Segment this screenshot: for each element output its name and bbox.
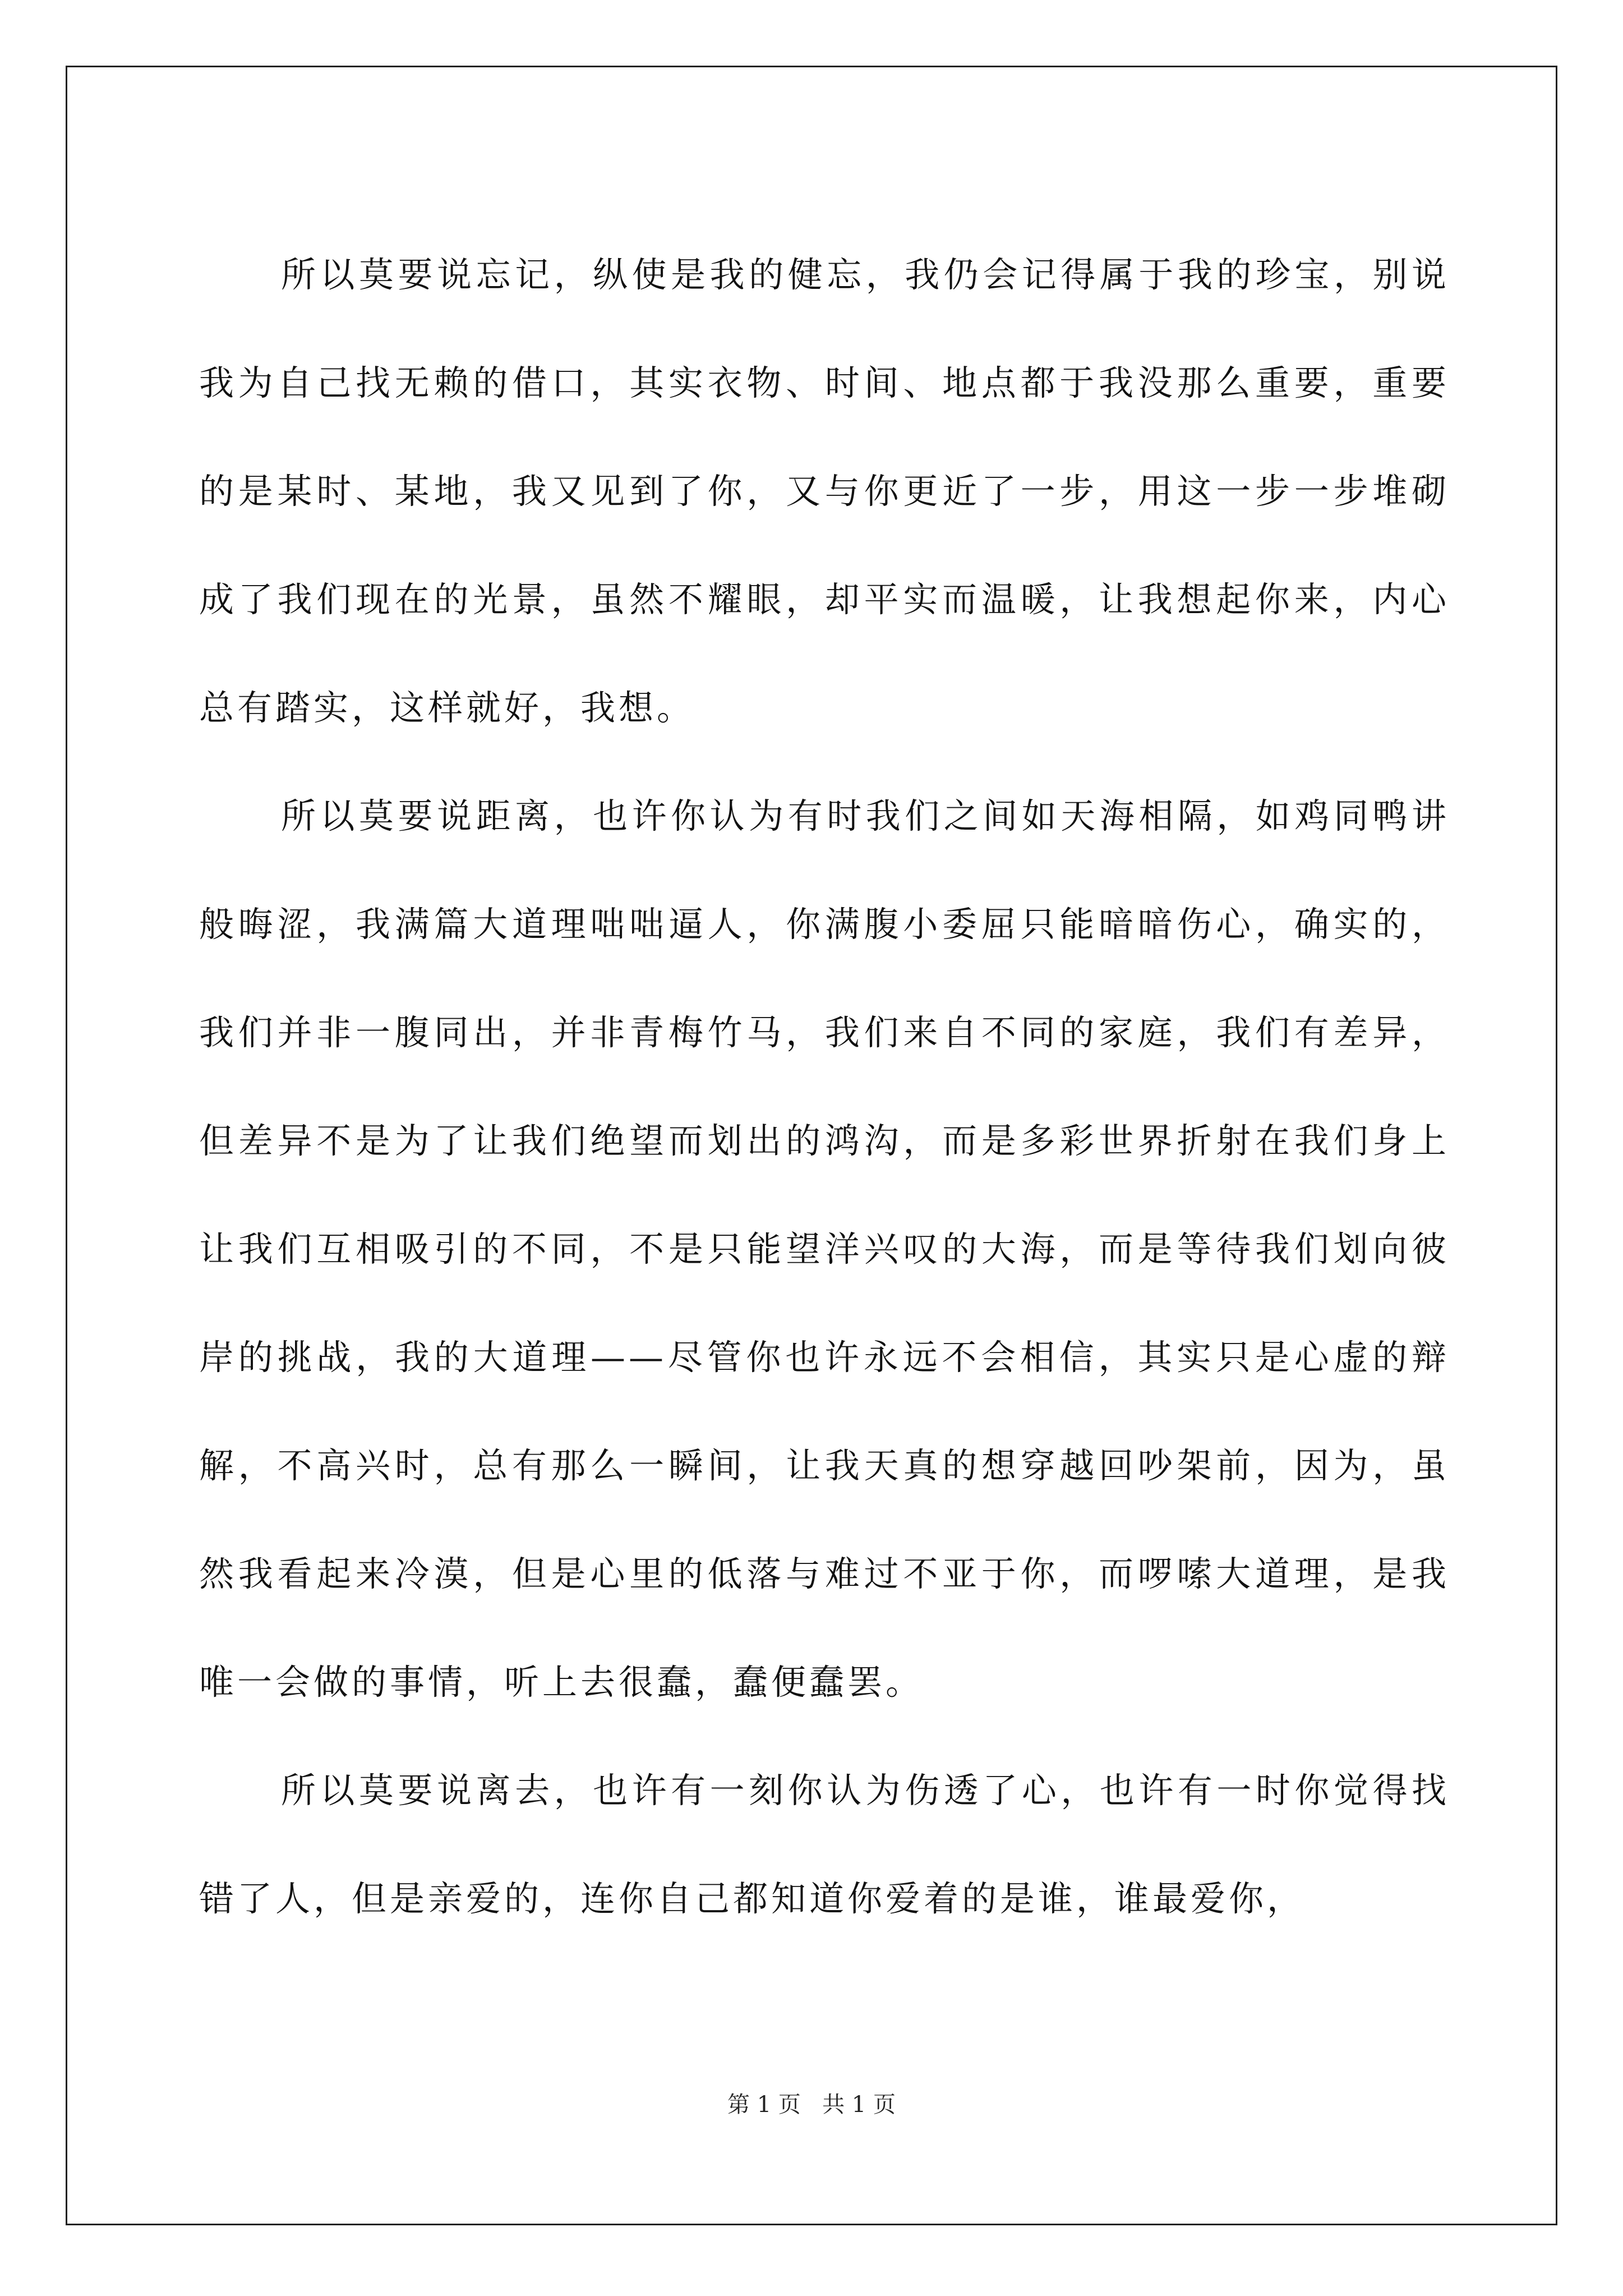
paragraph-2: 所以莫要说距离，也许你认为有时我们之间如天海相隔，如鸡同鸭讲般晦涩，我满篇大道理咄咄逼人，你满腹小委屈只能暗暗伤心，确实的，我们并非一腹同出，并非青梅竹马，我们来自不同的家庭，我们有差异，但差异不是为了让我们绝望而划出的鸿沟，而是多彩世界折射在我们身上让我们互相吸引的不同，不是只能望洋兴叹的大海，而是等待我们划向彼岸的挑战，我的大道理——尽管你也许永远不会相信，其实只是心虚的辩解，不高兴时，总有那么一瞬间，让我天真的想穿越回吵架前，因为，虽然我看起来冷漠，但是心里的低落与难过不亚于你，而啰嗦大道理，是我唯一会做的事情，听上去很蠢，蠢便蠢罢。 bbox=[199, 795, 1450, 1703]
page-number-footer: 第 1 页 共 1 页 bbox=[727, 2092, 896, 2118]
paragraph-1: 所以莫要说忘记，纵使是我的健忘，我仍会记得属于我的珍宝，别说我为自己找无赖的借口，其实衣物、时间、地点都于我没那么重要，重要的是某时、某地，我又见到了你，又与你更近了一步，用这一步一步堆砌成了我们现在的光景，虽然不耀眼，却平实而温暖，让我想起你来，内心总有踏实，这样就好，我想。 bbox=[199, 254, 1450, 728]
document-body bbox=[199, 220, 1450, 1953]
paragraph-3: 所以莫要说离去，也许有一刻你认为伤透了心，也许有一时你觉得找错了人，但是亲爱的，连你自己都知道你爱着的是谁，谁最爱你， bbox=[199, 1770, 1450, 1919]
